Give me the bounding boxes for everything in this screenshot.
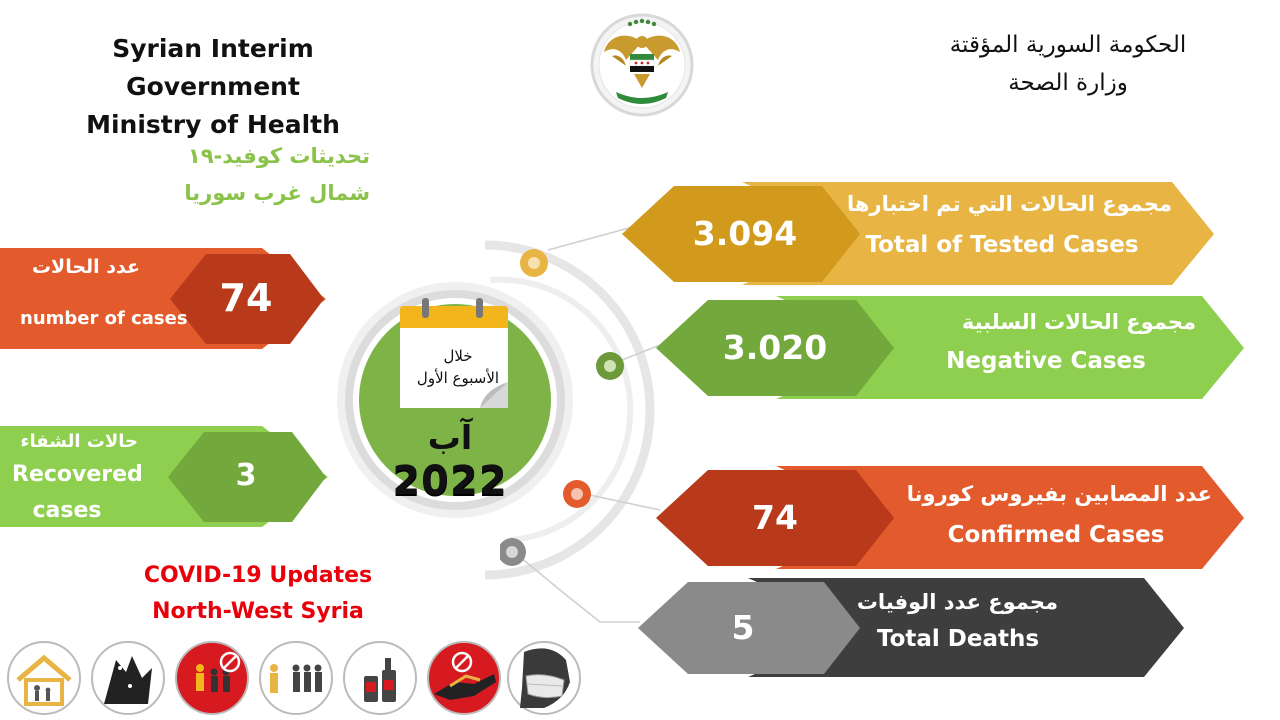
cases-value: 74 xyxy=(219,276,273,320)
confirmed-value: 74 xyxy=(752,498,798,537)
government-emblem-icon xyxy=(586,12,698,118)
no-handshake-icon xyxy=(428,642,500,714)
confirmed-label-en: Confirmed Cases xyxy=(947,522,1165,548)
confirmed-label-ar: عدد المصابين بفيروس كورونا xyxy=(906,482,1212,506)
negative-label-en: Negative Cases xyxy=(946,348,1146,374)
tested-value: 3.094 xyxy=(692,214,798,253)
cases-banner xyxy=(0,248,330,350)
negative-banner xyxy=(656,296,1246,400)
wash-hands-icon xyxy=(92,642,164,714)
negative-label-ar: مجموع الحالات السلبية xyxy=(961,310,1196,334)
ministry-name-en: Ministry of Health xyxy=(86,110,340,139)
subtitle-english xyxy=(108,558,408,630)
deaths-label-en: Total Deaths xyxy=(876,626,1040,652)
subtitle-ar-line2: شمال غرب سوريا xyxy=(184,181,370,205)
calendar-line2: الأسبوع الأول xyxy=(416,369,500,387)
calendar-line1: خلال xyxy=(443,347,473,365)
subtitle-arabic xyxy=(130,138,370,212)
recovered-banner xyxy=(0,426,330,528)
recovered-label-ar: حالات الشفاء xyxy=(20,431,138,452)
org-name-ar: الحكومة السورية المؤقتة xyxy=(949,32,1187,58)
deaths-banner xyxy=(638,578,1186,678)
subtitle-en-line2: North-West Syria xyxy=(152,599,364,624)
sanitizer-icon xyxy=(344,642,416,714)
period-month: آب xyxy=(427,418,473,457)
header-arabic xyxy=(908,26,1228,102)
negative-value: 3.020 xyxy=(722,328,828,367)
social-distance-icon xyxy=(260,642,332,714)
deaths-value: 5 xyxy=(731,608,755,647)
tested-label-en: Total of Tested Cases xyxy=(865,232,1139,258)
cases-label-en: number of cases xyxy=(20,308,188,329)
tested-label-ar: مجموع الحالات التي تم اختبارها xyxy=(847,192,1172,216)
confirmed-banner xyxy=(656,466,1246,570)
org-name-en: Syrian Interim Government xyxy=(112,34,314,101)
ministry-name-ar: وزارة الصحة xyxy=(1008,70,1128,96)
stay-home-icon xyxy=(8,642,80,714)
tested-banner xyxy=(622,182,1216,286)
no-gathering-icon xyxy=(176,642,248,714)
prevention-icons-row xyxy=(4,638,584,718)
deaths-label-ar: مجموع عدد الوفيات xyxy=(856,590,1058,614)
recovered-value: 3 xyxy=(235,458,257,493)
header-english xyxy=(28,30,398,144)
subtitle-ar-line1: تحديثات كوفيد-١٩ xyxy=(187,144,370,168)
period-year: 2022 xyxy=(392,458,508,504)
cases-label-ar: عدد الحالات xyxy=(31,256,140,278)
face-mask-icon xyxy=(508,642,580,714)
recovered-label-en-2: cases xyxy=(32,498,102,523)
recovered-label-en-1: Recovered xyxy=(12,462,143,487)
subtitle-en-line1: COVID-19 Updates xyxy=(143,563,373,588)
